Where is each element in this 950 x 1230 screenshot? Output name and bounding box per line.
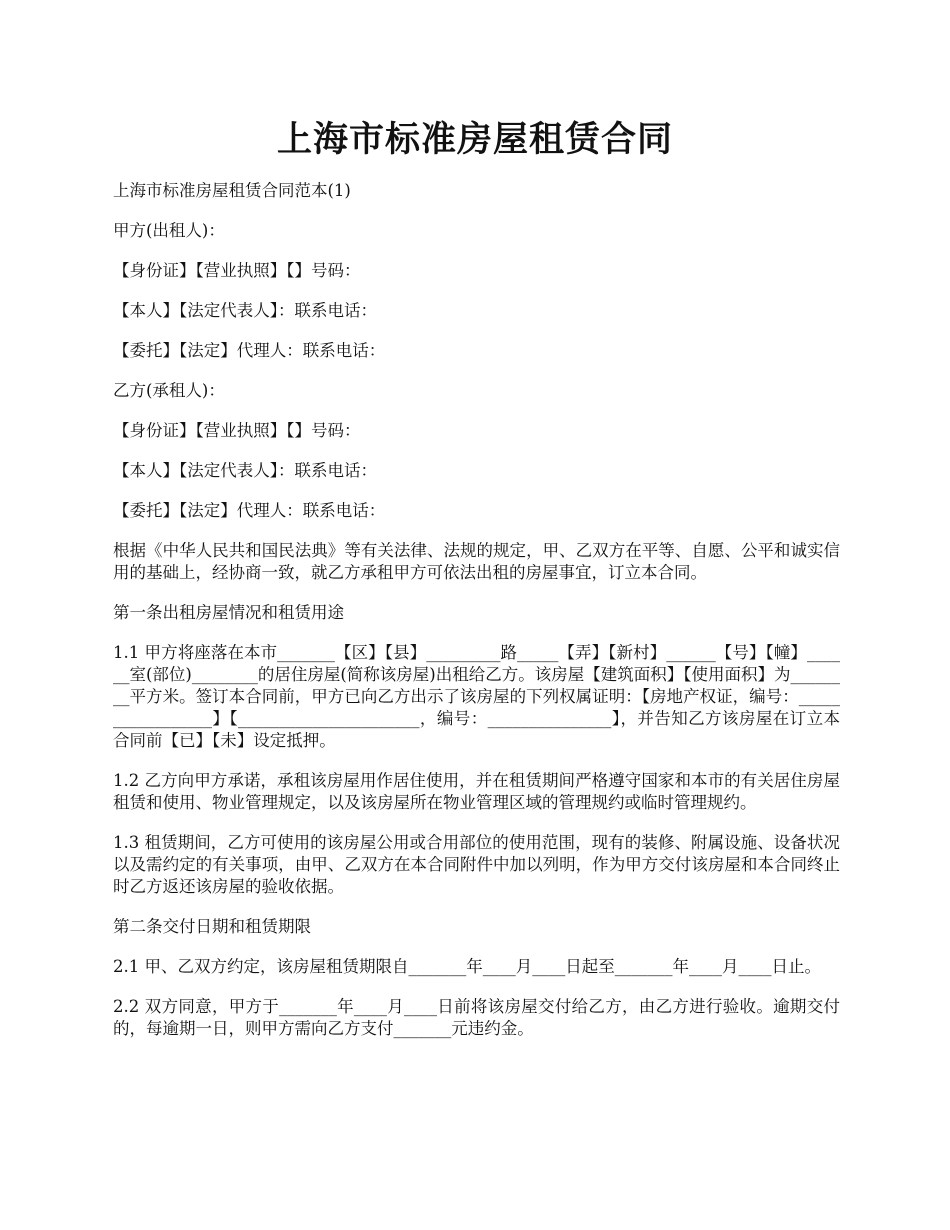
paragraph-party-a: 甲方(出租人)： xyxy=(113,221,225,240)
paragraph-party-b: 乙方(承租人)： xyxy=(113,381,225,400)
paragraph-party-b-id: 【身份证】【营业执照】【】号码： xyxy=(113,421,361,440)
clause-2-1: 2.1 甲、乙双方约定，该房屋租赁期限自_______年____月____日起至_______年____月____日止。 xyxy=(113,957,821,976)
paragraph-party-b-agent: 【委托】【法定】代理人：联系电话： xyxy=(113,501,386,520)
paragraph-party-a-representative: 【本人】【法定代表人】：联系电话： xyxy=(113,301,377,320)
paragraph-subtitle: 上海市标准房屋租赁合同范本(1) xyxy=(113,181,351,200)
document-body xyxy=(113,180,840,1058)
paragraph-preamble: 根据《中华人民共和国民法典》等有关法律、法规的规定，甲、乙双方在平等、自愿、公平和诚实信用的基础上，经协商一致，就乙方承租甲方可依法出租的房屋事宜，订立本合同。 xyxy=(113,541,840,582)
section-heading-1: 第一条出租房屋情况和租赁用途 xyxy=(113,603,344,622)
paragraph-party-b-representative: 【本人】【法定代表人】：联系电话： xyxy=(113,461,377,480)
clause-1-2: 1.2 乙方向甲方承诺，承租该房屋用作居住使用，并在租赁期间严格遵守国家和本市的有关居住房屋租赁和使用、物业管理规定，以及该房屋所在物业管理区域的管理规约或临时管理规约。 xyxy=(113,771,840,812)
clause-2-2: 2.2 双方同意，甲方于_______年____月____日前将该房屋交付给乙方，由乙方进行验收。逾期交付的，每逾期一日，则甲方需向乙方支付_______元违约金。 xyxy=(113,997,840,1038)
clause-1-1: 1.1 甲方将座落在本市_______【区】【县】_________路_____【弄】【新村】______【号】【幢】______室(部位)________的居住房屋(简称该房屋)出租给乙方。该房屋【建筑面积】【使用面积】为________平方米。签订本合同前，甲方已向乙方出示了该房屋的下列权属证明：【房地产权证，编号：_________________】【______________________，编号：_______________】，并告知乙方该房屋在订立本合同前【已】【未】设定抵押。 xyxy=(113,643,840,750)
paragraph-party-a-id: 【身份证】【营业执照】【】号码： xyxy=(113,261,361,280)
document-title: 上海市标准房屋租赁合同 xyxy=(276,119,673,160)
paragraph-party-a-agent: 【委托】【法定】代理人：联系电话： xyxy=(113,341,386,360)
section-heading-2: 第二条交付日期和租赁期限 xyxy=(113,917,311,936)
clause-1-3: 1.3 租赁期间，乙方可使用的该房屋公用或合用部位的使用范围，现有的装修、附属设施、设备状况以及需约定的有关事项，由甲、乙双方在本合同附件中加以列明，作为甲方交付该房屋和本合同终止时乙方返还该房屋的验收依据。 xyxy=(113,833,840,896)
